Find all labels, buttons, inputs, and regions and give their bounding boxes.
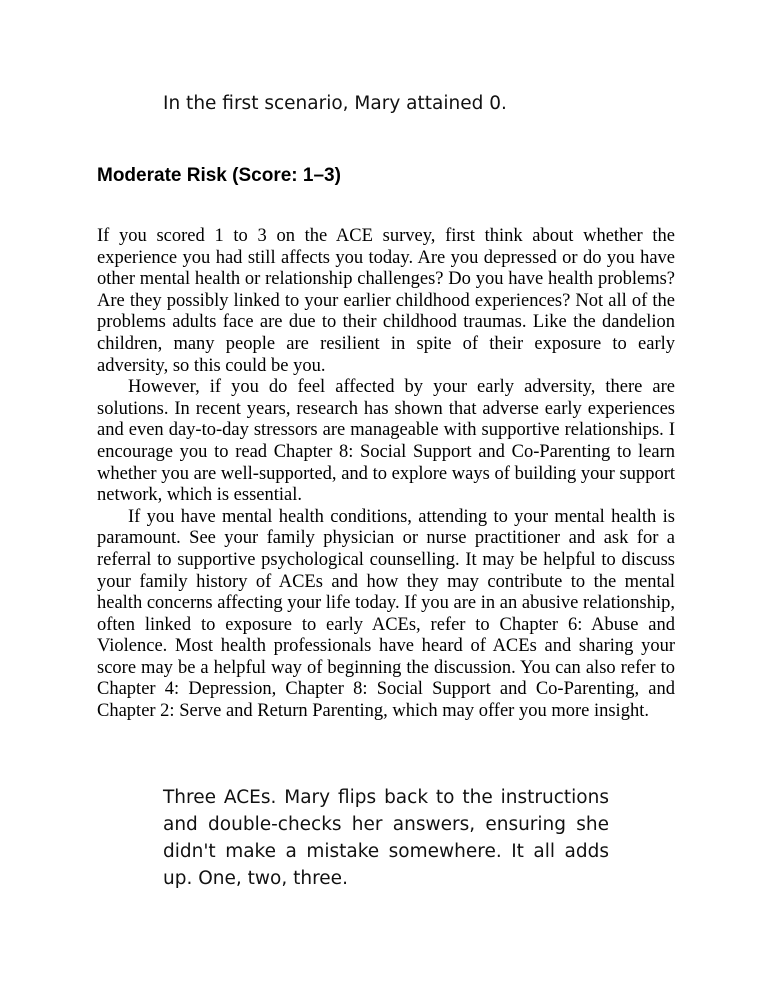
paragraph: If you scored 1 to 3 on the ACE survey, first think about whether the experience you had still affects you today. Are you depressed or do you have other mental health or relationship challenges? Do you have health problems? Are they possibly linked to your earlier childhood experiences? Not all of the problems adults face are due to their childhood traumas. Like the dandelion children, many people are resilient in spite of their exposure to early adversity, so this could be you. — [97, 226, 675, 376]
scenario-note: In the first scenario, Mary attained 0. — [163, 93, 507, 114]
body-text — [97, 226, 675, 723]
section-heading: Moderate Risk (Score: 1–3) — [97, 165, 341, 186]
paragraph: If you have mental health conditions, attending to your mental health is paramount. See your family physician or nurse practitioner and ask for a referral to supportive psychological counselling. It may be helpful to discuss your family history of ACEs and how they may contribute to the mental health concerns affecting your life today. If you are in an abusive relationship, often linked to exposure to early ACEs, refer to Chapter 6: Abuse and Violence. Most health professionals have heard of ACEs and sharing your score may be a helpful way of beginning the discussion. You can also refer to Chapter 4: Depression, Chapter 8: Social Support and Co-Parenting, and Chapter 2: Serve and Return Parenting, which may offer you more insight. — [97, 506, 675, 722]
mary-story-note: Three ACEs. Mary flips back to the instructions and double-checks her answers, ensuring she didn't make a mistake somewhere. It all adds up. One, two, three. — [163, 787, 609, 889]
paragraph: However, if you do feel affected by your early adversity, there are solutions. In recent years, research has shown that adverse early experiences and even day-to-day stressors are manageable with supportive relationships. I encourage you to read Chapter 8: Social Support and Co-Parenting to learn whether you are well-supported, and to explore ways of building your support network, which is essential. — [97, 377, 675, 506]
